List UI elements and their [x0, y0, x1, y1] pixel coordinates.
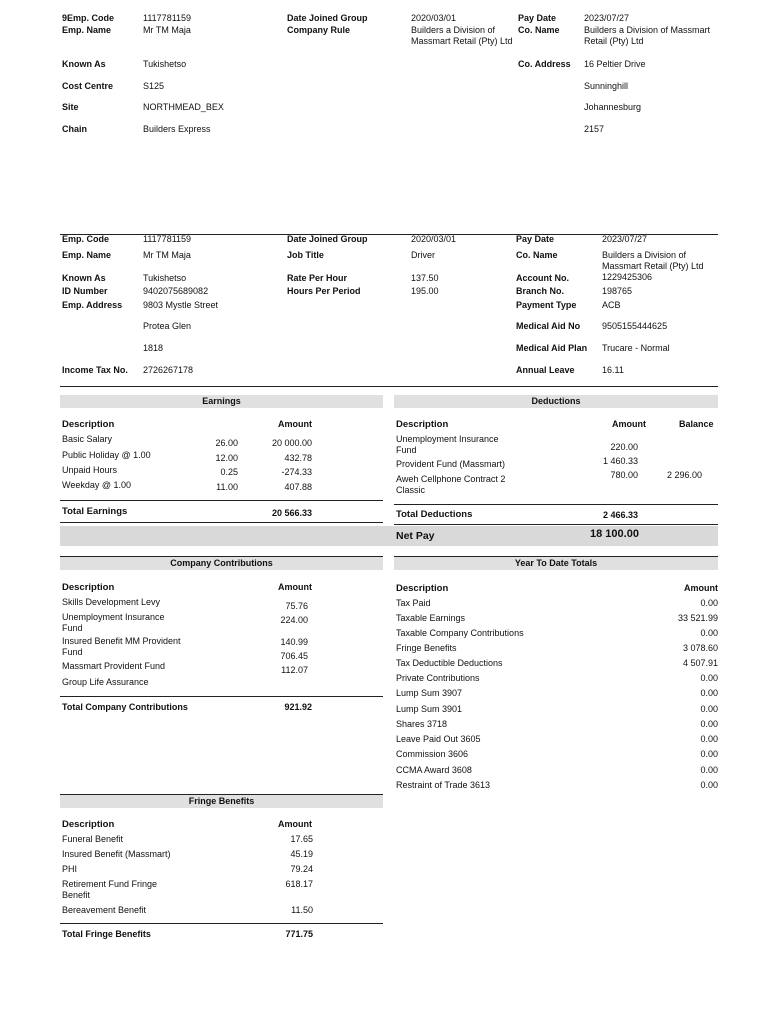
fringe-desc: PHI	[62, 864, 78, 874]
ytd-amount: 3 078.60	[682, 643, 718, 653]
divider	[60, 522, 383, 523]
hours-label: Hours Per Period	[287, 286, 361, 296]
emp-name-label: Emp. Name	[62, 250, 112, 260]
income-tax-value: 2726267178	[143, 365, 194, 375]
divider	[394, 504, 718, 505]
col-amount: Amount	[278, 819, 312, 829]
total-deductions-value: 2 466.33	[602, 510, 638, 520]
col-amount: Amount	[612, 419, 646, 429]
branch-value: 198765	[602, 286, 633, 296]
company-rule-label: Company Rule	[287, 25, 351, 35]
known-as-label: Known As	[62, 59, 106, 69]
annual-leave-value: 16.11	[602, 365, 624, 375]
ytd-amount: 0.00	[700, 719, 718, 729]
divider	[60, 500, 383, 501]
earnings-header: Earnings	[60, 395, 383, 408]
ytd-desc: Private Contributions	[396, 673, 480, 683]
ytd-desc: Taxable Earnings	[396, 613, 466, 623]
emp-code-label: 9Emp. Code	[62, 13, 115, 23]
known-as-value: Tukishetso	[143, 273, 187, 283]
chain-value: Builders Express	[143, 124, 211, 134]
net-pay-value: 18 100.00	[590, 528, 639, 540]
co-address-label: Co. Address	[518, 59, 571, 69]
pay-date-label: Pay Date	[516, 234, 555, 244]
contribution-amount: 140.99	[280, 637, 308, 647]
contributions-header: Company Contributions	[60, 557, 383, 570]
rate-label: Rate Per Hour	[287, 273, 348, 283]
ytd-desc: Tax Deductible Deductions	[396, 658, 503, 668]
emp-code-value: 1117781159	[143, 13, 192, 23]
total-contributions-value: 921.92	[284, 702, 312, 712]
col-amount: Amount	[684, 583, 718, 593]
deduction-desc: Unemployment Insurance Fund	[396, 434, 499, 455]
earning-qty: 11.00	[216, 482, 238, 492]
earning-desc: Weekday @ 1.00	[62, 480, 132, 490]
medical-no-value: 9505155444625	[602, 321, 668, 331]
col-description: Description	[62, 819, 115, 830]
job-title-value: Driver	[411, 250, 435, 260]
payment-type-label: Payment Type	[516, 300, 577, 310]
ytd-desc: Commission 3606	[396, 749, 469, 759]
id-number-value: 9402075689082	[143, 286, 209, 296]
date-joined-label: Date Joined Group	[287, 234, 368, 244]
ytd-amount: 4 507.91	[682, 658, 718, 668]
co-address-line: 16 Peltier Drive	[584, 59, 646, 69]
contribution-desc: Group Life Assurance	[62, 677, 149, 687]
earning-qty: 0.25	[220, 467, 238, 477]
earning-amount: 407.88	[284, 482, 312, 492]
ytd-desc: Fringe Benefits	[396, 643, 457, 653]
contribution-desc: Skills Development Levy	[62, 597, 161, 607]
col-description: Description	[62, 582, 115, 593]
fringe-amount: 79.24	[290, 864, 313, 874]
divider	[60, 386, 718, 387]
col-description: Description	[62, 419, 115, 430]
col-description: Description	[396, 419, 449, 430]
earning-desc: Basic Salary	[62, 434, 113, 444]
ytd-desc: Restraint of Trade 3613	[396, 780, 491, 790]
emp-name-value: Mr TM Maja	[143, 25, 191, 35]
total-earnings-label: Total Earnings	[62, 506, 128, 517]
earning-desc: Public Holiday @ 1.00	[62, 450, 151, 460]
earning-amount: 20 000.00	[271, 438, 312, 448]
date-joined-label: Date Joined Group	[287, 13, 368, 23]
fringe-header: Fringe Benefits	[60, 795, 383, 808]
chain-label: Chain	[62, 124, 88, 134]
emp-code-value: 1117781159	[143, 234, 192, 244]
pay-date-label: Pay Date	[518, 13, 557, 23]
deductions-header: Deductions	[394, 395, 718, 408]
medical-plan-value: Trucare - Normal	[602, 343, 670, 353]
emp-code-label: Emp. Code	[62, 234, 110, 244]
date-joined-value: 2020/03/01	[411, 234, 457, 244]
ytd-amount: 0.00	[700, 673, 718, 683]
fringe-desc: Funeral Benefit	[62, 834, 124, 844]
total-fringe-value: 771.75	[285, 929, 313, 939]
co-address-line: Johannesburg	[584, 102, 642, 112]
site-label: Site	[62, 102, 79, 112]
deduction-desc: Aweh Cellphone Contract 2 Classic	[396, 474, 506, 495]
ytd-desc: CCMA Award 3608	[396, 765, 472, 775]
co-address-line: 2157	[584, 124, 605, 134]
total-earnings-value: 20 566.33	[271, 508, 312, 518]
fringe-desc: Retirement Fund Fringe Benefit	[62, 879, 158, 900]
ytd-amount: 0.00	[700, 704, 718, 714]
co-name-value: Builders a Division of Massmart Retail (Pty) Ltd	[584, 25, 711, 46]
ytd-amount: 0.00	[700, 765, 718, 775]
ytd-desc: Taxable Company Contributions	[396, 628, 524, 638]
divider	[394, 524, 718, 525]
col-description: Description	[396, 583, 449, 594]
branch-label: Branch No.	[516, 286, 565, 296]
income-tax-label: Income Tax No.	[62, 365, 128, 375]
fringe-amount: 618.17	[285, 879, 313, 889]
emp-address-line: 1818	[143, 343, 164, 353]
fringe-amount: 17.65	[290, 834, 313, 844]
earning-amount: 432.78	[284, 453, 312, 463]
job-title-label: Job Title	[287, 250, 324, 260]
deduction-desc: Provident Fund (Massmart)	[396, 459, 506, 469]
ytd-amount: 0.00	[700, 628, 718, 638]
ytd-amount: 33 521.99	[677, 613, 718, 623]
ytd-desc: Shares 3718	[396, 719, 448, 729]
emp-name-value: Mr TM Maja	[143, 250, 191, 260]
col-amount: Amount	[278, 582, 312, 592]
emp-name-label: Emp. Name	[62, 25, 112, 35]
contribution-desc: Insured Benefit MM Provident Fund	[62, 636, 181, 657]
col-balance: Balance	[679, 419, 714, 429]
deduction-balance: 2 296.00	[666, 470, 702, 480]
annual-leave-label: Annual Leave	[516, 365, 575, 375]
ytd-desc: Leave Paid Out 3605	[396, 734, 481, 744]
earning-qty: 12.00	[215, 453, 238, 463]
fringe-desc: Insured Benefit (Massmart)	[62, 849, 171, 859]
earning-amount: -274.33	[281, 467, 312, 477]
net-pay-label: Net Pay	[396, 530, 435, 542]
rate-value: 137.50	[411, 273, 439, 283]
fringe-amount: 45.19	[290, 849, 313, 859]
id-number-label: ID Number	[62, 286, 108, 296]
fringe-desc: Bereavement Benefit	[62, 905, 147, 915]
hours-value: 195.00	[411, 286, 439, 296]
ytd-desc: Tax Paid	[396, 598, 431, 608]
account-label: Account No.	[516, 273, 569, 283]
ytd-amount: 0.00	[700, 734, 718, 744]
co-name-label: Co. Name	[516, 250, 558, 260]
ytd-amount: 0.00	[700, 598, 718, 608]
fringe-amount: 11.50	[291, 905, 313, 915]
cost-centre-label: Cost Centre	[62, 81, 114, 91]
ytd-desc: Lump Sum 3907	[396, 688, 463, 698]
ytd-amount: 0.00	[700, 780, 718, 790]
ytd-amount: 0.00	[700, 688, 718, 698]
earning-desc: Unpaid Hours	[62, 465, 118, 475]
divider	[60, 923, 383, 924]
total-fringe-label: Total Fringe Benefits	[62, 929, 151, 939]
payment-type-value: ACB	[602, 300, 621, 310]
medical-no-label: Medical Aid No	[516, 321, 581, 331]
contribution-desc: Unemployment Insurance Fund	[62, 612, 165, 633]
co-name-label: Co. Name	[518, 25, 560, 35]
pay-date-value: 2023/07/27	[584, 13, 630, 23]
pay-date-value: 2023/07/27	[602, 234, 648, 244]
contribution-amount: 112.07	[281, 665, 308, 675]
emp-address-line: 9803 Mystle Street	[143, 300, 219, 310]
site-value: NORTHMEAD_BEX	[143, 102, 224, 112]
cost-centre-value: S125	[143, 81, 165, 91]
company-rule-value: Builders a Division of Massmart Retail (Pty) Ltd	[411, 25, 513, 46]
date-joined-value: 2020/03/01	[411, 13, 457, 23]
known-as-value: Tukishetso	[143, 59, 187, 69]
co-address-line: Sunninghill	[584, 81, 629, 91]
emp-address-label: Emp. Address	[62, 300, 123, 310]
contribution-amount: 224.00	[280, 615, 308, 625]
total-contributions-label: Total Company Contributions	[62, 702, 188, 712]
co-name-value: Builders a Division of Massmart Retail (Pty) Ltd	[602, 250, 704, 271]
contribution-amount: 75.76	[285, 601, 308, 611]
contribution-amount: 706.45	[280, 651, 308, 661]
ytd-header: Year To Date Totals	[394, 557, 718, 570]
total-deductions-label: Total Deductions	[396, 509, 473, 520]
deduction-amount: 780.00	[610, 470, 638, 480]
ytd-desc: Lump Sum 3901	[396, 704, 463, 714]
deduction-amount: 1 460.33	[602, 456, 638, 466]
account-value: 1229425306	[602, 272, 653, 282]
col-amount: Amount	[278, 419, 312, 429]
earning-qty: 26.00	[215, 438, 238, 448]
deduction-amount: 220.00	[610, 442, 638, 452]
medical-plan-label: Medical Aid Plan	[516, 343, 588, 353]
divider	[60, 696, 383, 697]
contribution-desc: Massmart Provident Fund	[62, 661, 166, 671]
emp-address-line: Protea Glen	[143, 321, 192, 331]
known-as-label: Known As	[62, 273, 106, 283]
ytd-amount: 0.00	[700, 749, 718, 759]
